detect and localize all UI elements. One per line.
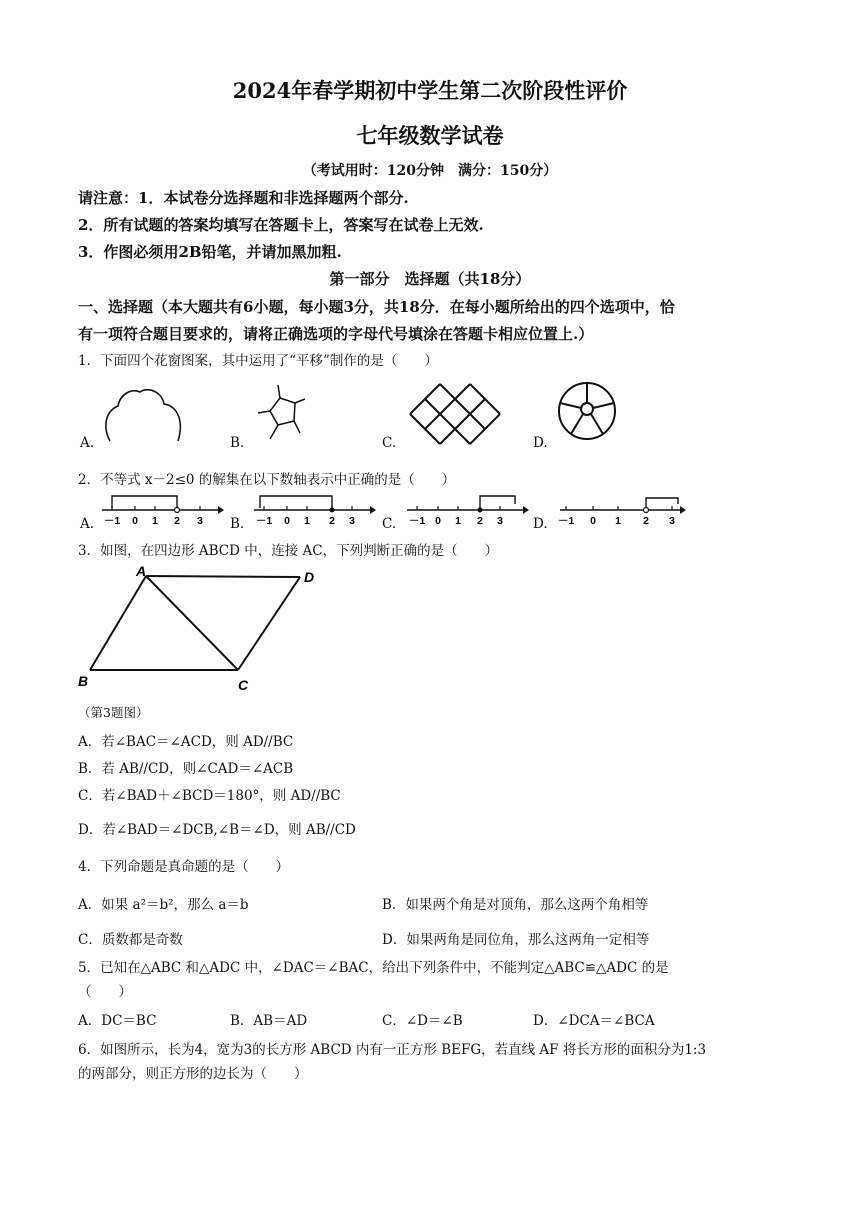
question-6-text-line2: 的两部分，则正方形的边长为（ ） [78, 1066, 308, 1082]
tick-label: －1 [255, 515, 273, 527]
question-2-text: 2．不等式 x－2≤0 的解集在以下数轴表示中正确的是（ ） [78, 472, 456, 488]
exam-subtitle: 七年级数学试卷 [356, 123, 504, 148]
q2-number-line-b [252, 490, 377, 530]
q1-option-a-label: A. [80, 435, 95, 451]
tick-label: 1 [615, 515, 621, 527]
question-4-text: 4．下列命题是真命题的是（ ） [78, 859, 290, 875]
q2-option-b-label: B. [230, 516, 245, 532]
q2-option-c-label: C. [382, 516, 397, 532]
q5-option-b: B．AB＝AD [230, 1013, 308, 1029]
tick-label: 3 [349, 515, 355, 527]
tick-label: 2 [477, 515, 483, 527]
tick-label: 2 [329, 515, 335, 527]
question-5-text-line1: 5．已知在△ABC 和△ADC 中，∠DAC＝∠BAC，给出下列条件中，不能判定△ABC≌△ADC 的是 [78, 960, 669, 976]
note-1: 请注意：1．本试卷分选择题和非选择题两个部分. [78, 189, 409, 207]
vertex-label-b: B [78, 673, 89, 689]
tick-label: －1 [103, 515, 121, 527]
q1-option-c-label: C. [382, 435, 397, 451]
q4-option-b: B．如果两个角是对顶角，那么这两个角相等 [382, 897, 649, 913]
tick-label: 0 [435, 515, 441, 527]
vertex-label-d: D [304, 569, 315, 585]
q1-option-d-label: D. [533, 435, 548, 451]
q5-option-a: A．DC＝BC [78, 1013, 157, 1029]
tick-label: －1 [557, 515, 575, 527]
q4-option-d: D．如果两角是同位角，那么这两角一定相等 [382, 932, 650, 948]
note-3: 3．作图必须用2B铅笔，并请加黑加粗. [78, 243, 342, 261]
tick-label: 3 [197, 515, 203, 527]
q2-number-line-a [100, 490, 225, 530]
q2-option-d-label: D. [533, 516, 548, 532]
q3-quadrilateral-figure [70, 560, 330, 695]
tick-label: 0 [590, 515, 596, 527]
q3-option-b: B．若 AB//CD，则∠CAD＝∠ACB [78, 761, 294, 777]
note-2: 2．所有试题的答案均填写在答题卡上，答案写在试卷上无效. [78, 216, 484, 234]
tick-label: 0 [132, 515, 138, 527]
q3-figure-caption: （第3题图） [78, 705, 149, 720]
q1-figure-d [556, 378, 618, 444]
q2-option-a-label: A. [80, 516, 95, 532]
tick-label: 1 [304, 515, 310, 527]
q1-option-b-label: B. [230, 435, 245, 451]
tick-label: －1 [408, 515, 426, 527]
q3-option-d: D．若∠BAD＝∠DCB,∠B＝∠D，则 AB//CD [78, 822, 356, 838]
q3-option-a: A．若∠BAC＝∠ACD，则 AD//BC [78, 734, 294, 750]
question-6-text-line1: 6．如图所示，长为4，宽为3的长方形 ABCD 内有一正方形 BEFG，若直线 AF 将长方形的面积分为1:3 [78, 1042, 707, 1058]
tick-label: 1 [152, 515, 158, 527]
tick-label: 0 [284, 515, 290, 527]
question-1-text: 1．下面四个花窗图案，其中运用了“平移”制作的是（ ） [78, 353, 438, 369]
part1-heading: 第一部分 选择题（共18分） [329, 270, 531, 288]
q5-option-c: C．∠D＝∠B [382, 1013, 463, 1029]
q2-number-line-d [558, 490, 688, 530]
q4-option-c: C．质数都是奇数 [78, 932, 183, 948]
q5-option-d: D．∠DCA＝∠BCA [533, 1013, 655, 1029]
question-5-text-line2: （ ） [78, 984, 132, 1000]
q1-figure-a [100, 386, 190, 446]
q1-figure-b [250, 383, 320, 443]
q1-figure-c [405, 384, 515, 444]
tick-label: 3 [497, 515, 503, 527]
q4-option-a: A．如果 a²＝b²，那么 a＝b [78, 897, 249, 913]
exam-title: 2024年春学期初中学生第二次阶段性评价 [232, 78, 628, 103]
part1-instruction-line1: 一、选择题（本大题共有6小题，每小题3分，共18分．在每小题所给出的四个选项中，恰 [78, 298, 675, 316]
exam-info: （考试用时：120分钟 满分：150分） [302, 163, 558, 179]
part1-instruction-line2: 有一项符合题目要求的，请将正确选项的字母代号填涂在答题卡相应位置上.） [78, 325, 594, 343]
q3-option-c: C．若∠BAD＋∠BCD＝180°，则 AD//BC [78, 788, 341, 804]
vertex-label-c: C [238, 677, 249, 693]
vertex-label-a: A [136, 563, 147, 579]
tick-label: 2 [643, 515, 649, 527]
tick-label: 2 [174, 515, 180, 527]
q2-number-line-c [405, 490, 530, 530]
question-3-text: 3．如图，在四边形 ABCD 中，连接 AC，下列判断正确的是（ ） [78, 543, 499, 559]
tick-label: 1 [455, 515, 461, 527]
tick-label: 3 [669, 515, 675, 527]
